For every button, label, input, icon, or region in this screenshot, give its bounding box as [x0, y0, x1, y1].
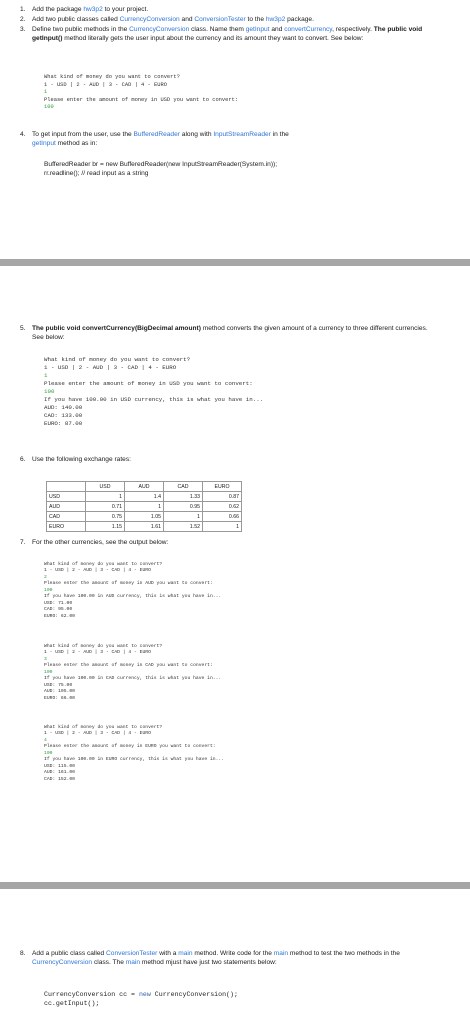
document-page-2	[0, 268, 470, 880]
step-5: 5. The public void convertCurrency(BigDecimal amount) method converts the given amount of a currency to three different currencies. See below:	[20, 325, 428, 341]
page-separator	[0, 259, 470, 266]
package-name: hw3p2	[83, 6, 103, 13]
step-6: 6. Use the following exchange rates:	[20, 456, 131, 463]
console-output-aud-conversion: What kind of money do you want to convert? 1 - USD | 2 - AUD | 3 - CAD | 4 - EURO 2 Please enter the amount of money in AUD you want to convert: 100 If you have 100.00 in AUD currency, this is what you have in... USD: 71.00 CAD: 95.00 EURO: 62.00	[44, 561, 222, 619]
step-7: 7. For the other currencies, see the output below:	[20, 539, 169, 546]
step-2: 2. Add two public classes called CurrencyConversion and ConversionTester to the hw3p2 package.	[20, 16, 314, 23]
table-row: EURO 1.15 1.61 1.52 1	[47, 522, 242, 532]
page-separator	[0, 882, 470, 889]
step-8: 8. Add a public class called ConversionTester with a main method. Write code for the main method to test the two methods in the CurrencyConversion class. The main method mjust have just two statements below:	[20, 950, 400, 966]
step-1: 1. Add the package hw3p2 to your project.	[20, 6, 149, 13]
table-row: AUD 0.71 1 0.95 0.62	[47, 502, 242, 512]
console-output-usd-conversion: What kind of money do you want to convert? 1 - USD | 2 - AUD | 3 - CAD | 4 - EURO 1 Please enter the amount of money in USD you want to convert: 100 If you have 100.00 in USD currency, this is what you have in... AUD: 140.00 CAD: 133.00 EURO: 87.00	[44, 356, 264, 427]
main-method-snippet: CurrencyConversion cc = new CurrencyConversion(); cc.getInput();	[44, 991, 238, 1007]
document-page-3	[0, 893, 470, 1024]
table-row: USD 1 1.4 1.33 0.87	[47, 492, 242, 502]
console-output-euro-conversion: What kind of money do you want to convert? 1 - USD | 2 - AUD | 3 - CAD | 4 - EURO 4 Please enter the amount of money in EURO you want to convert: 100 If you have 100.00 in EURO currency, this is what you have in... USD: 115.00 AUD: 161.00 CAD: 152.00	[44, 724, 225, 782]
console-output-cad-conversion: What kind of money do you want to convert? 1 - USD | 2 - AUD | 3 - CAD | 4 - EURO 3 Please enter the amount of money in CAD you want to convert: 100 If you have 100.00 in CAD currency, this is what you have in... USD: 75.00 AUD: 105.00 EURO: 66.00	[44, 643, 222, 701]
step-4: 4. To get input from the user, use the BufferedReader along with InputStreamReader in the getInput method as in:	[20, 131, 289, 147]
table-row: CAD 0.75 1.05 1 0.66	[47, 512, 242, 522]
buffered-reader-snippet: BufferedReader br = new BufferedReader(new InputStreamReader(System.in)); rr.readline(); // read input as a string	[44, 161, 278, 177]
document-page-1	[0, 0, 470, 258]
step-3: 3. Define two public methods in the CurrencyConversion class. Name them getInput and convertCurrency, respectively. The public void getInput() method literally gets the user input about the currency and its amount they want to convert. See below:	[20, 26, 423, 42]
console-output-usd-input: What kind of money do you want to convert? 1 - USD | 2 - AUD | 3 - CAD | 4 - EURO 1 Please enter the amount of money in USD you want to convert: 100	[44, 74, 239, 111]
table-header-row: USD AUD CAD EURO	[47, 482, 242, 492]
exchange-rates-table	[46, 481, 242, 532]
